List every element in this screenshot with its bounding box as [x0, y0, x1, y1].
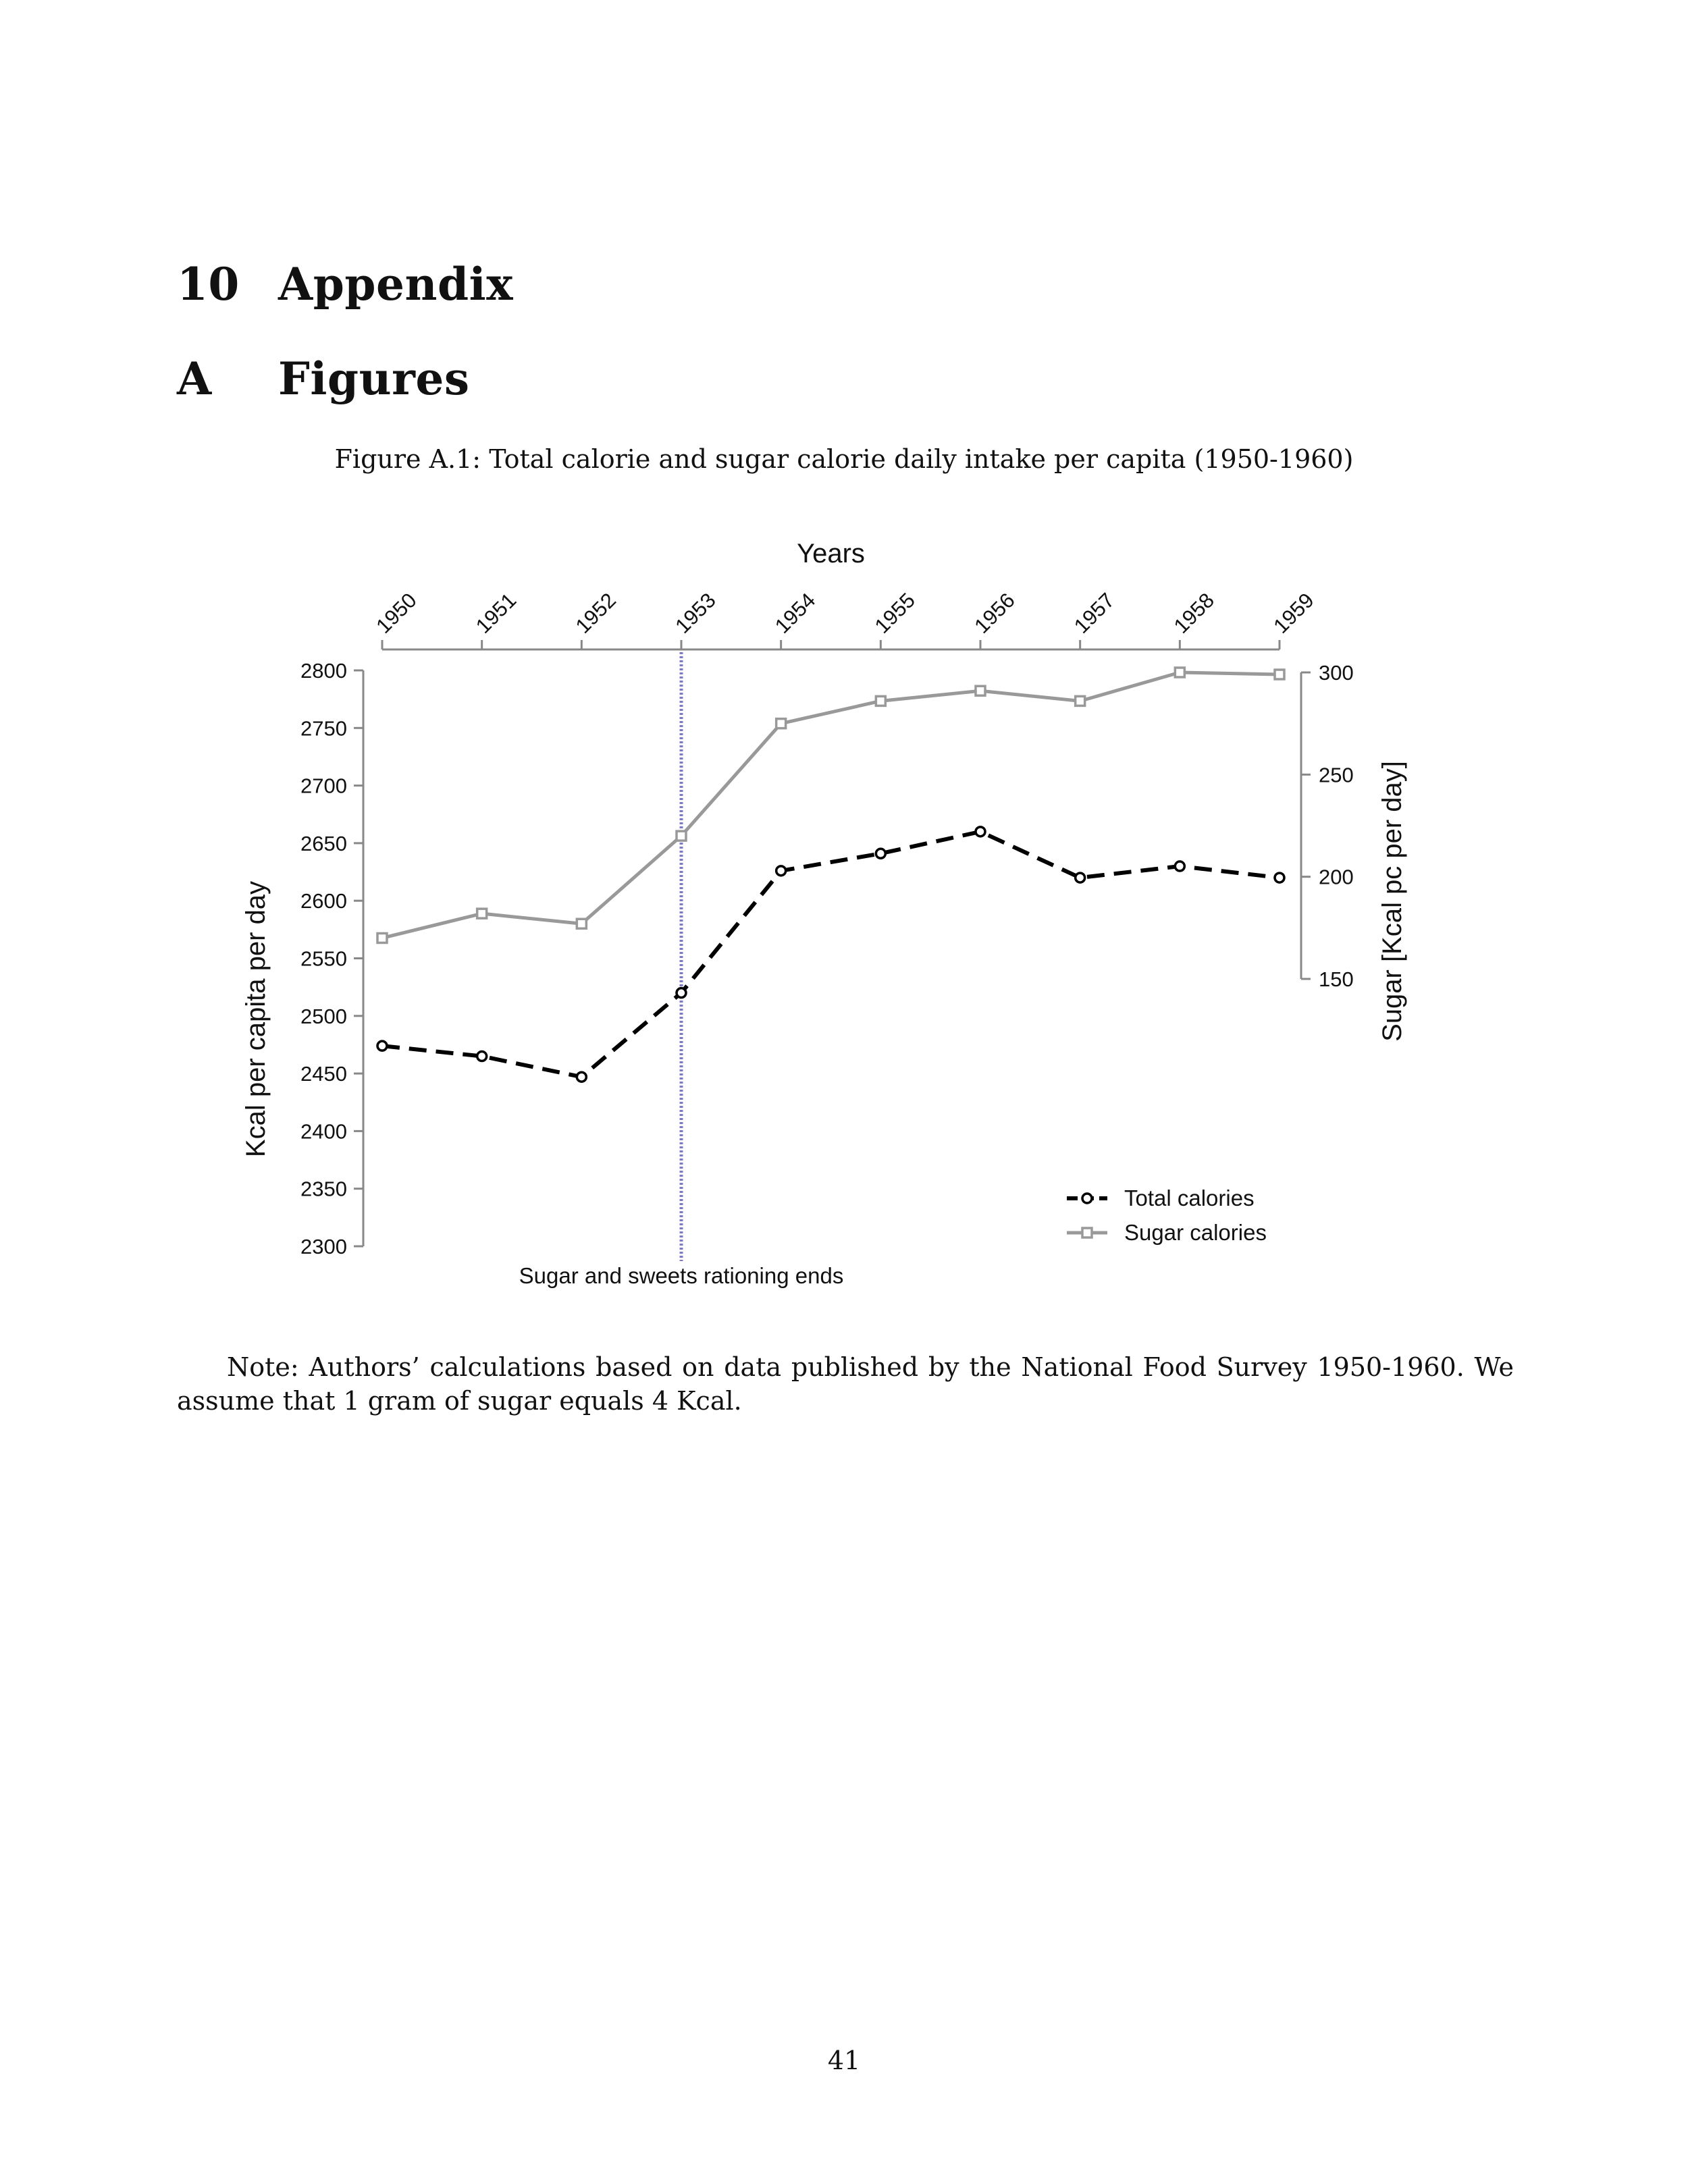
total-calories-point [477, 1052, 487, 1061]
x-tick-label: 1951 [471, 588, 521, 638]
section-title: Figures [278, 352, 470, 405]
left-tick-label: 2500 [300, 1004, 347, 1028]
left-tick-label: 2550 [300, 947, 347, 971]
section-heading-figures [177, 352, 469, 405]
total-calories-point [377, 1041, 387, 1050]
sugar-calories-point [577, 919, 586, 928]
sugar-calories-point [776, 719, 786, 728]
left-axis-label: Kcal per capita per day [241, 880, 271, 1158]
left-tick-label: 2800 [300, 659, 347, 683]
calorie-chart [0, 513, 1688, 1310]
x-tick-label: 1954 [770, 588, 820, 638]
total-calories-point [1076, 873, 1085, 882]
sugar-calories-point [976, 686, 985, 695]
section-number: 10 [177, 258, 240, 311]
left-tick-label: 2450 [300, 1062, 347, 1086]
sugar-calories-point [1275, 670, 1284, 679]
total-calories-point [1275, 873, 1284, 882]
sugar-calories-point [377, 933, 387, 942]
x-tick-label: 1953 [670, 588, 720, 638]
total-calories-point [577, 1072, 586, 1082]
figure-caption: Figure A.1: Total calorie and sugar calorie daily intake per capita (1950-1960) [334, 444, 1354, 474]
legend-marker [1082, 1228, 1092, 1237]
figure-note: Note: Authors’ calculations based on data published by the National Food Survey 1950-1960. We assume that 1 gram of sugar equals 4 Kcal. [177, 1352, 1514, 1416]
section-heading-appendix [177, 258, 513, 311]
right-tick-label: 150 [1319, 967, 1354, 991]
right-tick-label: 300 [1319, 661, 1354, 685]
total-calories-point [1175, 861, 1184, 871]
page-number: 41 [827, 2046, 861, 2075]
left-tick-label: 2700 [300, 774, 347, 798]
x-tick-label: 1950 [371, 588, 421, 638]
rationing-end-label: Sugar and sweets rationing ends [519, 1263, 844, 1288]
legend-marker [1082, 1194, 1092, 1203]
section-title: Appendix [278, 258, 514, 311]
left-tick-label: 2750 [300, 716, 347, 741]
x-tick-label: 1956 [970, 588, 1020, 638]
x-tick-label: 1955 [870, 588, 920, 638]
right-tick-label: 200 [1319, 865, 1354, 889]
legend-label: Total calories [1124, 1186, 1255, 1210]
sugar-calories-point [876, 696, 885, 705]
x-tick-label: 1952 [571, 588, 621, 638]
left-tick-label: 2650 [300, 831, 347, 855]
sugar-calories-point [477, 909, 487, 918]
legend-label: Sugar calories [1124, 1220, 1267, 1245]
left-tick-label: 2350 [300, 1177, 347, 1201]
sugar-calories-point [1076, 696, 1085, 705]
x-tick-label: 1958 [1169, 588, 1219, 638]
section-number: A [177, 352, 212, 405]
sugar-calories-point [1175, 668, 1184, 677]
x-tick-label: 1959 [1269, 588, 1319, 638]
sugar-calories-point [677, 831, 686, 841]
total-calories-point [876, 849, 885, 858]
total-calories-line [382, 832, 1280, 1077]
left-tick-label: 2300 [300, 1235, 347, 1258]
total-calories-point [677, 988, 686, 998]
right-tick-label: 250 [1319, 763, 1354, 787]
total-calories-point [776, 866, 786, 876]
x-tick-label: 1957 [1069, 588, 1119, 638]
sugar-calories-line [382, 672, 1280, 938]
left-tick-label: 2600 [300, 889, 347, 913]
left-tick-label: 2400 [300, 1119, 347, 1144]
right-axis-label: Sugar [Kcal pc per day] [1377, 761, 1407, 1042]
total-calories-point [976, 827, 985, 836]
chart-title: Years [797, 539, 865, 568]
